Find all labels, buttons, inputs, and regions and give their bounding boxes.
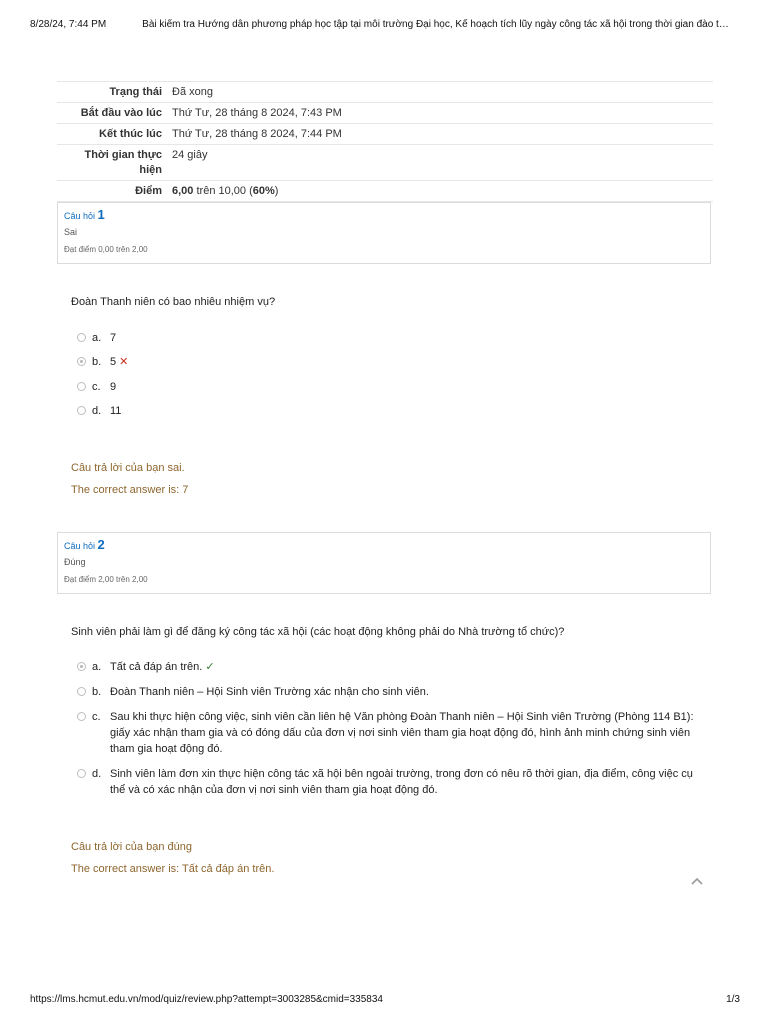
answer-text-wrap bbox=[110, 659, 702, 675]
question-text: Sinh viên phải làm gì để đăng ký công tác xã hội (các hoạt động không phải do Nhà trường tổ chức)? bbox=[71, 626, 565, 638]
summary-row-state bbox=[57, 82, 713, 103]
question-number-value: 2 bbox=[97, 537, 105, 552]
summary-row-duration bbox=[57, 145, 713, 181]
question-grade: Đạt điểm 0,00 trên 2,00 bbox=[64, 245, 148, 254]
summary-label: Bắt đầu vào lúc bbox=[57, 103, 167, 124]
answer-text: Sinh viên làm đơn xin thực hiện công tác xã hội bên ngoài trường, trong đơn có nêu rõ thời gian, địa điểm, công việc cụ thể và có xác nhận của đơn vị nơi sinh viên tham gia hoạt động đó. bbox=[110, 768, 693, 796]
question-grade: Đạt điểm 2,00 trên 2,00 bbox=[64, 575, 148, 584]
radio-button[interactable] bbox=[77, 406, 86, 415]
question-prefix: Câu hỏi bbox=[64, 541, 96, 551]
radio-button[interactable] bbox=[77, 333, 86, 342]
check-icon: ✓ bbox=[205, 661, 215, 673]
summary-row-started bbox=[57, 103, 713, 124]
radio-button-selected[interactable] bbox=[77, 357, 86, 366]
answer-option[interactable] bbox=[77, 403, 702, 419]
summary-label: Trạng thái bbox=[57, 82, 167, 103]
answer-text: 11 bbox=[110, 405, 122, 417]
feedback-text: Câu trả lời của bạn sai. bbox=[71, 462, 185, 474]
question-state: Sai bbox=[64, 227, 78, 237]
question-text: Đoàn Thanh niên có bao nhiêu nhiệm vụ? bbox=[71, 296, 276, 308]
radio-button[interactable] bbox=[77, 769, 86, 778]
answer-text: Đoàn Thanh niên – Hội Sinh viên Trường xác nhận cho sinh viên. bbox=[110, 686, 429, 698]
answer-option[interactable] bbox=[77, 379, 702, 395]
grade-out-of: trên 10,00 ( bbox=[193, 185, 253, 197]
page-url: https://lms.hcmut.edu.vn/mod/quiz/review.php?attempt=3003285&cmid=335834 bbox=[30, 994, 383, 1005]
answer-option[interactable] bbox=[77, 659, 702, 675]
answer-text: 5 bbox=[110, 356, 117, 368]
answer-letter: d. bbox=[92, 405, 102, 417]
summary-value: 24 giây bbox=[167, 145, 713, 181]
radio-button-selected[interactable] bbox=[77, 662, 86, 671]
answer-letter: c. bbox=[92, 711, 101, 723]
correct-answer-text: The correct answer is: 7 bbox=[71, 484, 189, 496]
chevron-up-icon[interactable] bbox=[690, 874, 704, 888]
summary-value bbox=[167, 181, 713, 202]
radio-button[interactable] bbox=[77, 382, 86, 391]
summary-label: Kết thúc lúc bbox=[57, 124, 167, 145]
question-number bbox=[64, 538, 704, 553]
answer-option[interactable] bbox=[77, 684, 702, 700]
summary-value: Thứ Tư, 28 tháng 8 2024, 7:44 PM bbox=[167, 124, 713, 145]
cross-icon: ✕ bbox=[119, 356, 129, 368]
summary-value: Đã xong bbox=[167, 82, 713, 103]
summary-label: Điểm bbox=[57, 181, 167, 202]
correct-answer-text: The correct answer is: Tất cả đáp án trên. bbox=[71, 863, 275, 875]
answer-text-wrap bbox=[110, 354, 702, 370]
radio-button[interactable] bbox=[77, 687, 86, 696]
question-state: Đúng bbox=[64, 557, 86, 567]
answer-text: Sau khi thực hiện công việc, sinh viên cần liên hệ Văn phòng Đoàn Thanh niên – Hội Sinh viên Trường (Phòng 114 B1): giấy xác nhận tham gia và có đóng dấu của đơn vị nơi sinh viên tham gia hoạt động đó, hình ảnh minh chứng sinh viên tham gia hoạt động đó. bbox=[110, 711, 694, 755]
answer-letter: b. bbox=[92, 356, 102, 368]
question-info-box bbox=[57, 202, 711, 264]
answer-letter: c. bbox=[92, 381, 101, 393]
answer-text: 9 bbox=[110, 381, 117, 393]
print-footer bbox=[30, 994, 740, 1005]
summary-label: Thời gian thực hiện bbox=[57, 145, 167, 181]
radio-button[interactable] bbox=[77, 712, 86, 721]
print-header bbox=[30, 19, 738, 30]
attempt-summary-table bbox=[57, 81, 713, 202]
answer-text: Tất cả đáp án trên. bbox=[110, 661, 203, 673]
answer-letter: d. bbox=[92, 768, 102, 780]
summary-row-completed bbox=[57, 124, 713, 145]
question-number bbox=[64, 208, 704, 223]
question-number-value: 1 bbox=[97, 207, 105, 222]
summary-row-grade bbox=[57, 181, 713, 202]
answer-letter: b. bbox=[92, 686, 102, 698]
question-prefix: Câu hỏi bbox=[64, 211, 96, 221]
page-number: 1/3 bbox=[726, 994, 740, 1005]
feedback-text: Câu trả lời của bạn đúng bbox=[71, 841, 192, 853]
grade-close: ) bbox=[274, 185, 279, 197]
grade-points: 6,00 bbox=[172, 185, 194, 197]
question-info-box bbox=[57, 532, 711, 594]
grade-percent: 60% bbox=[252, 185, 275, 197]
answer-text: 7 bbox=[110, 332, 117, 344]
summary-value: Thứ Tư, 28 tháng 8 2024, 7:43 PM bbox=[167, 103, 713, 124]
answer-letter: a. bbox=[92, 661, 102, 673]
print-page-title: Bài kiểm tra Hướng dẫn phương pháp học tập tại môi trường Đại học, Kế hoạch tích lũy ngày công tác xã hội trong thời gian đào t… bbox=[142, 19, 729, 30]
answer-option[interactable] bbox=[77, 330, 702, 346]
answer-letter: a. bbox=[92, 332, 102, 344]
answer-option[interactable] bbox=[77, 354, 702, 370]
print-datetime: 8/28/24, 7:44 PM bbox=[30, 19, 107, 30]
answer-option[interactable] bbox=[77, 709, 702, 757]
answer-option[interactable] bbox=[77, 766, 702, 798]
